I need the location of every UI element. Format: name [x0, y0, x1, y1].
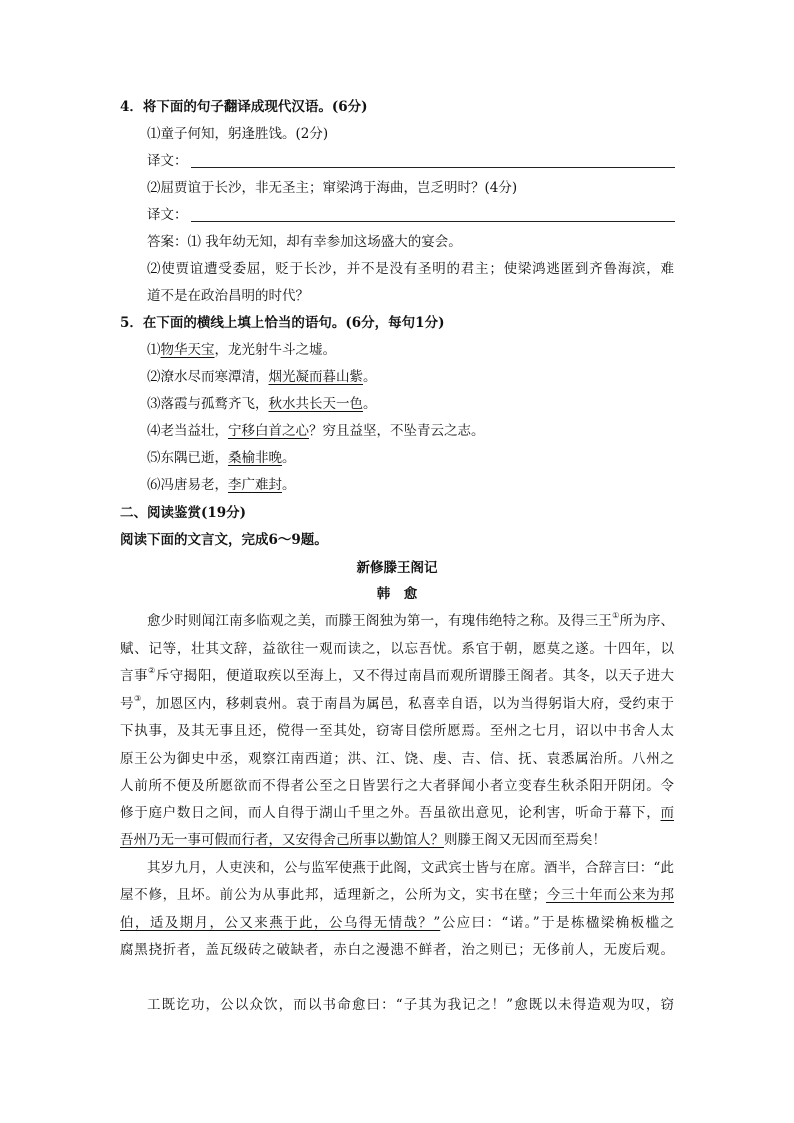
text-run: ，加恩区内，移刺袁州。袁于南昌为属邑，私喜幸自语，以为当得躬诣大府，受约束于: [141, 696, 675, 712]
q4-answer-2b: 道不是在政治昌明的时代？: [147, 288, 309, 304]
text-run: 所为序、: [619, 613, 675, 629]
q5-item: [147, 422, 485, 440]
footnote-mark: ③: [134, 693, 142, 703]
article-line: [120, 804, 674, 822]
text-run: 言事: [120, 668, 149, 684]
item-prefix: ⑵潦水尽而寒潭清，: [147, 369, 269, 385]
answer-blank[interactable]: [191, 220, 675, 222]
translation-label: 译文：: [147, 153, 188, 169]
q5-item: [147, 368, 377, 386]
article-author: 韩 愈: [376, 586, 418, 602]
q5-heading: 5．在下面的横线上填上恰当的语句。(6分，每句1分): [120, 315, 445, 331]
article-line: 其岁九月，人吏浃和，公与监军使燕于此阁，文武宾士皆与在席。酒半，合辞言曰：“此: [147, 860, 674, 876]
text-run: 屋不修，且坏。前公为从事此邦，适理新之，公所为文，实书在壁；: [120, 887, 546, 903]
fill-answer: 秋水共长天一色: [268, 396, 363, 412]
q5-item: [147, 395, 377, 413]
text-run: 则滕王阁又无因而至焉矣！: [444, 832, 606, 848]
article-line: 赋、记等，壮其文辞，益欲往一观而读之，以忘吾忧。系官于朝，愿莫之遂。十四年，以: [120, 641, 674, 657]
article-title: 新修滕王阁记: [356, 560, 438, 576]
article-line: 原王公为御史中丞，观察江南西道；洪、江、饶、虔、吉、信、抚、袁悉属治所。八州之: [120, 751, 674, 767]
underlined-text: 吾州乃无一事可假而行者，又安得舍己所事以勤馆人？: [120, 832, 444, 848]
fill-answer: 宁移白首之心: [228, 423, 309, 439]
article-line: 人前所不便及所愿欲而不得者公至之日皆罢行之大者驿闻小者立变春生秋杀阳开阴闭。令: [120, 778, 674, 794]
item-prefix: ⑹冯唐易老，: [147, 477, 228, 493]
q4-answer-2a: ⑵使贾谊遭受委屈，贬于长沙，并不是没有圣明的君主；使梁鸿逃匿到齐鲁海滨，难: [147, 261, 674, 277]
q4-answer-line-1: [147, 152, 675, 170]
q4-answer-line-2: [147, 206, 675, 224]
item-prefix: ⑴: [147, 342, 161, 358]
item-suffix: 。: [282, 450, 296, 466]
q4-sentence-1: ⑴童子何知，躬逢胜饯。(2分): [147, 126, 329, 142]
translation-label: 译文：: [147, 207, 188, 223]
item-suffix: ，龙光射牛斗之墟。: [214, 342, 336, 358]
item-suffix: 。: [282, 477, 296, 493]
underlined-text: 伯，适及期月，公又来燕于此，公乌得无情哉？”: [120, 915, 441, 931]
q5-item: [147, 449, 296, 467]
item-suffix: 。: [363, 396, 377, 412]
text-run: 公应曰：“诺。”于是栋楹梁桷板槛之: [440, 915, 674, 931]
underlined-text: 今三十年而公来为邦: [546, 887, 675, 903]
item-prefix: ⑶落霞与孤鹜齐飞，: [147, 396, 269, 412]
text-run: 斥守揭阳，便道取疾以至海上，又不得过南昌而观所谓滕王阁者。其冬，以天子进大: [155, 668, 675, 684]
footnote-mark: ②: [148, 665, 156, 675]
q4-sentence-2: ⑵屈贾谊于长沙，非无圣主；窜梁鸿于海曲，岂乏明时？(4分): [147, 180, 518, 196]
answer-blank[interactable]: [191, 166, 675, 168]
item-suffix: 。: [363, 369, 377, 385]
text-run: 号: [120, 696, 135, 712]
text-run: 愈少时则闻江南多临观之美，而滕王阁独为第一，有瑰伟绝特之称。及得三王: [147, 613, 613, 629]
q5-item: [147, 476, 296, 494]
fill-answer: 桑榆非晚: [228, 450, 282, 466]
article-line: [120, 695, 674, 713]
article-line: [147, 612, 674, 630]
article-line: [120, 831, 606, 849]
article-line: [120, 914, 674, 932]
section-heading: 二、阅读鉴赏(19分): [120, 505, 247, 521]
q5-item: [147, 341, 336, 359]
footnote-mark: ①: [612, 610, 620, 620]
article-line: [120, 886, 674, 904]
item-suffix: ？穷且益坚，不坠青云之志。: [309, 423, 485, 439]
q4-answer-1: 答案：⑴ 我年幼无知，却有幸参加这场盛大的宴会。: [147, 234, 462, 250]
fill-answer: 李广难封: [228, 477, 282, 493]
article-line: 腐黑挠折者，盖瓦级砖之破缺者，赤白之漫漶不鲜者，治之则已；无侈前人，无废后观。: [120, 942, 674, 958]
article-line: 下执事，及其无事且还，傥得一至其处，窃寄目偿所愿焉。至州之七月，诏以中书舍人太: [120, 723, 674, 739]
article-line: 工既讫功，公以众饮，而以书命愈曰：“子其为我记之！”愈既以未得造观为叹，窃: [147, 997, 674, 1013]
section-instruction: 阅读下面的文言文，完成6～9题。: [120, 532, 328, 548]
item-prefix: ⑸东隅已逝，: [147, 450, 228, 466]
article-line: [120, 667, 674, 685]
fill-answer: 烟光凝而暮山紫: [268, 369, 363, 385]
text-run: 修于庭户数日之间，而人自得于湖山千里之外。吾虽欲出意见，论利害，听命于幕下，: [120, 805, 661, 821]
item-prefix: ⑷老当益壮，: [147, 423, 228, 439]
q4-heading: 4．将下面的句子翻译成现代汉语。(6分): [120, 99, 368, 115]
underlined-text: 而: [660, 805, 674, 821]
fill-answer: 物华天宝: [160, 342, 215, 358]
